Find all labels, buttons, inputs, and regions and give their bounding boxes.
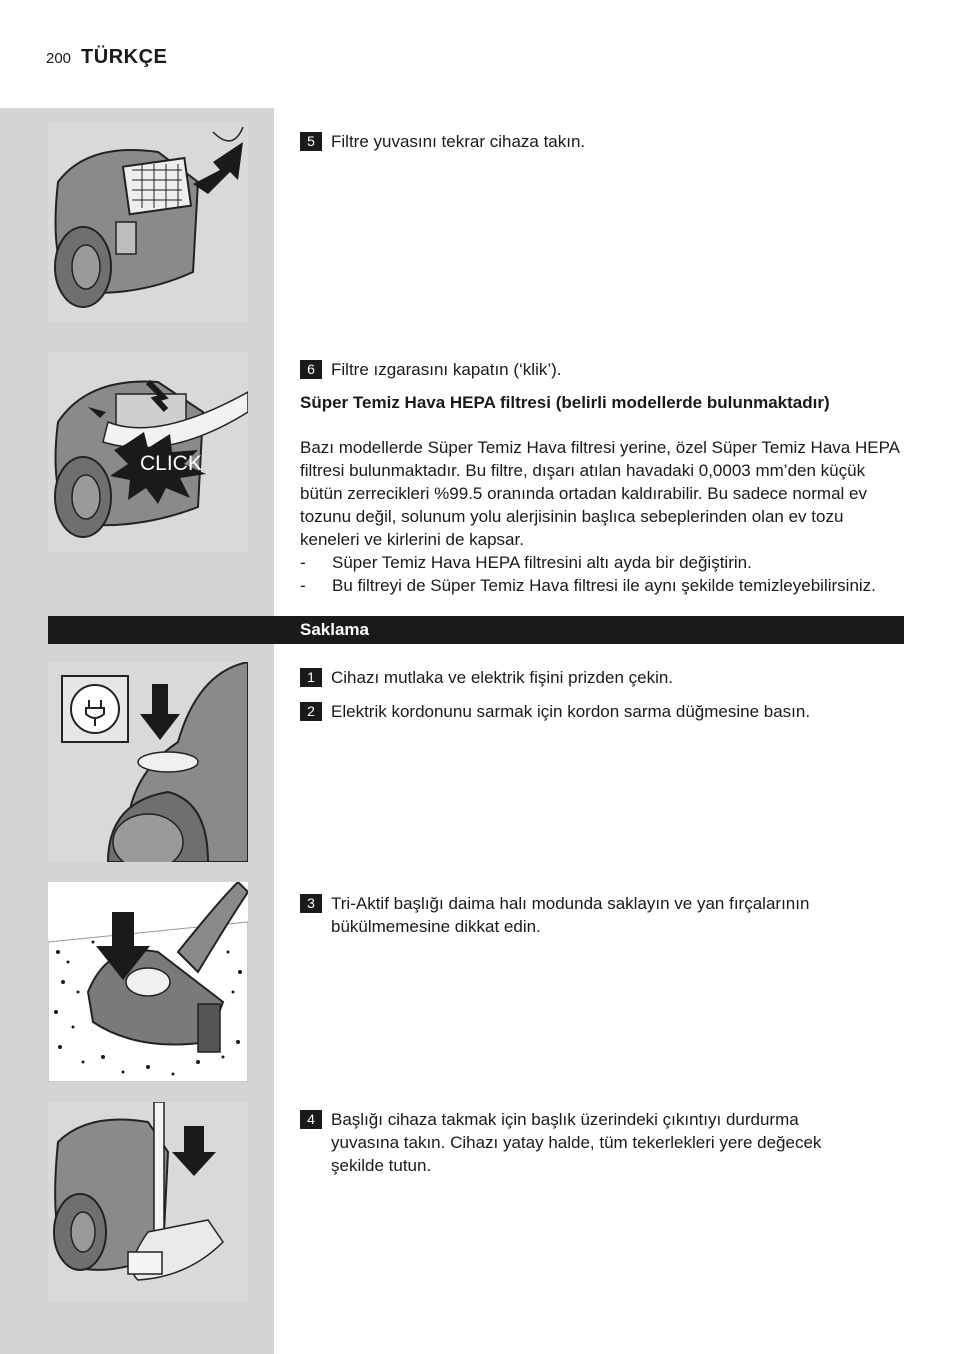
figure-unplug xyxy=(48,662,248,862)
park-nozzle-illustration xyxy=(48,1102,248,1302)
step-number: 4 xyxy=(300,1110,322,1129)
step-5 xyxy=(300,130,910,153)
step-number: 2 xyxy=(300,702,322,721)
figure-pointer xyxy=(248,130,274,166)
step-text: Filtre yuvasını tekrar cihaza takın. xyxy=(331,132,586,151)
section-bar-storage xyxy=(48,616,904,644)
hepa-heading: Süper Temiz Hava HEPA filtresi (belirli modellerde bulunmaktadır) xyxy=(300,393,830,412)
step-number: 1 xyxy=(300,668,322,687)
step-3 xyxy=(300,892,870,938)
figure-filter-insert xyxy=(48,122,248,322)
figure-pointer xyxy=(248,668,274,704)
figure-pointer xyxy=(248,888,274,924)
step-number: 6 xyxy=(300,360,322,379)
step-text: Tri-Aktif başlığı daima halı modunda saklayın ve yan fırçalarının bükülmemesine dikkat edin. xyxy=(331,894,810,936)
figure-nozzle-carpet xyxy=(48,882,248,1082)
step-2 xyxy=(300,700,910,723)
step-1 xyxy=(300,666,910,689)
figure-pointer xyxy=(248,360,274,396)
nozzle-carpet-illustration xyxy=(48,882,248,1082)
page-number: 200 xyxy=(46,50,72,67)
page-language: TÜRKÇE xyxy=(81,46,168,68)
bullet-text: Bu filtreyi de Süper Temiz Hava filtresi ile aynı şekilde temizleyebilirsiniz. xyxy=(332,576,876,595)
bullet-dash: - xyxy=(300,576,306,595)
figure-park-nozzle xyxy=(48,1102,248,1302)
hepa-paragraph: Bazı modellerde Süper Temiz Hava filtresi yerine, özel Süper Temiz Hava HEPA filtresi bulunmaktadır. Bu filtre, dışarı atılan havadaki 0,0003 mm’den küçük bütün zerrecikleri %99.5 oranında ortadan kaldırabilir. Bu sadece normal ev tozunu değil, solunum yolu alerjisinin başlıca sebeplerinden olan ev tozu keneleri ve kirlerini de kapsar. xyxy=(300,438,900,549)
section-title: Saklama xyxy=(300,620,369,639)
step-text: Başlığı cihaza takmak için başlık üzerindeki çıkıntıyı durdurma yuvasına takın. Cihazı yatay halde, tüm tekerlekleri yere değecek şekilde tutun. xyxy=(331,1110,822,1175)
bullet-text: Süper Temiz Hava HEPA filtresini altı ayda bir değiştirin. xyxy=(332,553,752,572)
unplug-illustration xyxy=(48,662,248,862)
list-item xyxy=(300,574,910,597)
figure-pointer xyxy=(248,1108,274,1144)
step-text: Cihazı mutlaka ve elektrik fişini prizden çekin. xyxy=(331,668,674,687)
vacuum-illustration xyxy=(48,122,248,322)
step-number: 3 xyxy=(300,894,322,913)
step-6 xyxy=(300,358,910,381)
bullet-dash: - xyxy=(300,553,306,572)
list-item xyxy=(300,551,910,574)
step-number: 5 xyxy=(300,132,322,151)
step-4 xyxy=(300,1108,870,1177)
page-header xyxy=(46,46,167,76)
step-text: Elektrik kordonunu sarmak için kordon sarma düğmesine basın. xyxy=(331,702,811,721)
step-text: Filtre ızgarasını kapatın (‘klik’). xyxy=(331,360,562,379)
hepa-bullets xyxy=(300,551,910,597)
figure-close-grille xyxy=(48,352,248,552)
click-label: CLICK xyxy=(140,452,202,475)
